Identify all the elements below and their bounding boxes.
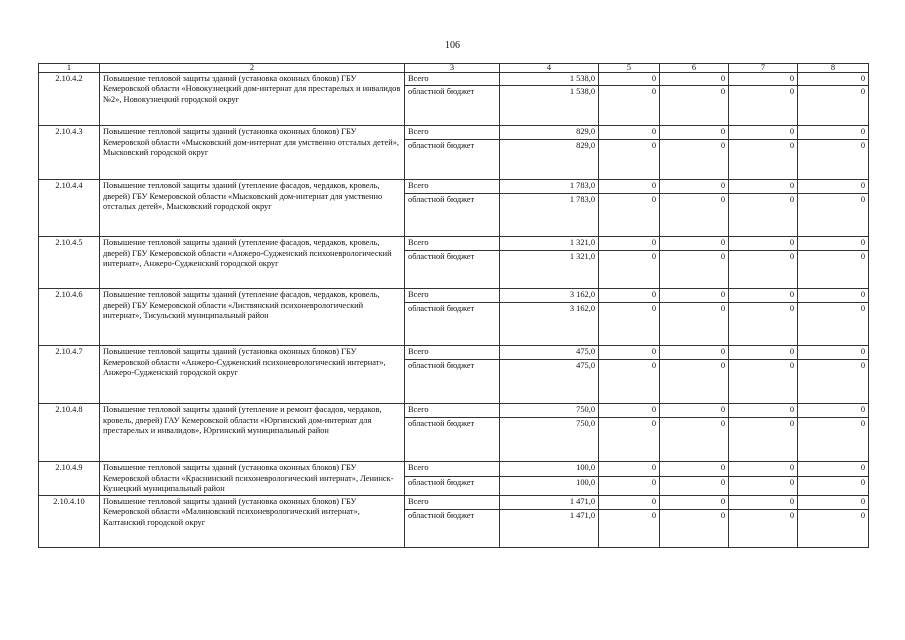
- amount-c7: 0: [729, 346, 798, 360]
- amount-c4: 1 538,0: [500, 86, 599, 126]
- table-row: [39, 180, 869, 194]
- amount-c5: 0: [599, 73, 660, 86]
- amount-c7: 0: [729, 289, 798, 303]
- amount-c6: 0: [660, 140, 729, 180]
- amount-c5: 0: [599, 289, 660, 303]
- amount-c8: 0: [798, 404, 869, 418]
- funding-source: Всего: [405, 126, 500, 140]
- amount-c7: 0: [729, 140, 798, 180]
- funding-source: Всего: [405, 73, 500, 86]
- item-code: 2.10.4.5: [39, 237, 100, 289]
- item-code: 2.10.4.10: [39, 496, 100, 548]
- funding-source: Всего: [405, 346, 500, 360]
- amount-c6: 0: [660, 86, 729, 126]
- funding-source: Всего: [405, 496, 500, 510]
- amount-c7: 0: [729, 180, 798, 194]
- amount-c7: 0: [729, 303, 798, 346]
- amount-c7: 0: [729, 510, 798, 548]
- amount-c8: 0: [798, 194, 869, 237]
- funding-source: Всего: [405, 180, 500, 194]
- amount-c7: 0: [729, 194, 798, 237]
- table-row: [39, 126, 869, 140]
- amount-c7: 0: [729, 251, 798, 289]
- amount-c5: 0: [599, 251, 660, 289]
- item-code: 2.10.4.2: [39, 73, 100, 126]
- amount-c7: 0: [729, 360, 798, 404]
- amount-c4: 3 162,0: [500, 289, 599, 303]
- amount-c4: 100,0: [500, 477, 599, 496]
- funding-source: Всего: [405, 462, 500, 477]
- amount-c8: 0: [798, 496, 869, 510]
- funding-source: Всего: [405, 404, 500, 418]
- amount-c8: 0: [798, 86, 869, 126]
- amount-c6: 0: [660, 180, 729, 194]
- funding-source: областной бюджет: [405, 510, 500, 548]
- amount-c5: 0: [599, 237, 660, 251]
- column-header: 1: [39, 64, 100, 73]
- amount-c4: 829,0: [500, 140, 599, 180]
- amount-c5: 0: [599, 140, 660, 180]
- funding-source: областной бюджет: [405, 194, 500, 237]
- funding-source: областной бюджет: [405, 360, 500, 404]
- column-header: 8: [798, 64, 869, 73]
- table-row: [39, 237, 869, 251]
- amount-c8: 0: [798, 346, 869, 360]
- amount-c5: 0: [599, 126, 660, 140]
- amount-c7: 0: [729, 404, 798, 418]
- column-header: 5: [599, 64, 660, 73]
- amount-c7: 0: [729, 496, 798, 510]
- amount-c8: 0: [798, 462, 869, 477]
- amount-c5: 0: [599, 303, 660, 346]
- item-description: Повышение тепловой защиты зданий (установка оконных блоков) ГБУ Кемеровской области «Краснинский психоневрологический интернат», Ленинск-Кузнецкий муниципальный район: [100, 462, 405, 496]
- page-number: 106: [445, 40, 460, 51]
- funding-source: областной бюджет: [405, 418, 500, 462]
- item-description: Повышение тепловой защиты зданий (установка оконных блоков) ГБУ Кемеровской области «Новокузнецкий дом-интернат для престарелых и инвалидов №2», Новокузнецкий городской округ: [100, 73, 405, 126]
- amount-c7: 0: [729, 126, 798, 140]
- column-header: 4: [500, 64, 599, 73]
- column-header: 3: [405, 64, 500, 73]
- amount-c4: 100,0: [500, 462, 599, 477]
- amount-c5: 0: [599, 418, 660, 462]
- amount-c8: 0: [798, 251, 869, 289]
- table-row: [39, 346, 869, 360]
- amount-c8: 0: [798, 140, 869, 180]
- amount-c5: 0: [599, 194, 660, 237]
- table-row: [39, 289, 869, 303]
- amount-c4: 750,0: [500, 404, 599, 418]
- amount-c4: 1 783,0: [500, 180, 599, 194]
- amount-c6: 0: [660, 360, 729, 404]
- amount-c4: 1 471,0: [500, 496, 599, 510]
- amount-c6: 0: [660, 404, 729, 418]
- amount-c6: 0: [660, 237, 729, 251]
- amount-c4: 1 321,0: [500, 237, 599, 251]
- amount-c7: 0: [729, 73, 798, 86]
- amount-c6: 0: [660, 496, 729, 510]
- item-code: 2.10.4.9: [39, 462, 100, 496]
- amount-c4: 3 162,0: [500, 303, 599, 346]
- amount-c7: 0: [729, 86, 798, 126]
- amount-c8: 0: [798, 126, 869, 140]
- amount-c6: 0: [660, 477, 729, 496]
- amount-c6: 0: [660, 303, 729, 346]
- amount-c4: 750,0: [500, 418, 599, 462]
- amount-c5: 0: [599, 86, 660, 126]
- amount-c5: 0: [599, 477, 660, 496]
- amount-c8: 0: [798, 289, 869, 303]
- amount-c7: 0: [729, 477, 798, 496]
- column-header: 2: [100, 64, 405, 73]
- amount-c8: 0: [798, 360, 869, 404]
- amount-c5: 0: [599, 510, 660, 548]
- funding-source: Всего: [405, 237, 500, 251]
- item-code: 2.10.4.6: [39, 289, 100, 346]
- budget-table: [38, 63, 869, 548]
- funding-source: областной бюджет: [405, 251, 500, 289]
- amount-c8: 0: [798, 303, 869, 346]
- amount-c6: 0: [660, 73, 729, 86]
- amount-c4: 475,0: [500, 346, 599, 360]
- amount-c4: 1 538,0: [500, 73, 599, 86]
- column-number-header: [39, 64, 869, 73]
- item-description: Повышение тепловой защиты зданий (установка оконных блоков) ГБУ Кемеровской области «Анжеро-Судженский психоневрологический интернат», Анжеро-Судженский городской округ: [100, 346, 405, 404]
- amount-c4: 1 471,0: [500, 510, 599, 548]
- amount-c4: 475,0: [500, 360, 599, 404]
- amount-c5: 0: [599, 496, 660, 510]
- amount-c6: 0: [660, 510, 729, 548]
- item-description: Повышение тепловой защиты зданий (утепление фасадов, чердаков, кровель, дверей) ГБУ Кемеровской области «Листвянский психоневрологический интернат», Тисульский муниципальный район: [100, 289, 405, 346]
- item-code: 2.10.4.4: [39, 180, 100, 237]
- funding-source: Всего: [405, 289, 500, 303]
- amount-c8: 0: [798, 180, 869, 194]
- amount-c6: 0: [660, 418, 729, 462]
- amount-c4: 829,0: [500, 126, 599, 140]
- amount-c7: 0: [729, 237, 798, 251]
- funding-source: областной бюджет: [405, 303, 500, 346]
- amount-c5: 0: [599, 404, 660, 418]
- item-code: 2.10.4.8: [39, 404, 100, 462]
- item-description: Повышение тепловой защиты зданий (установка оконных блоков) ГБУ Кемеровской области «Малиновский психоневрологический интернат», Калтанский городской округ: [100, 496, 405, 548]
- item-code: 2.10.4.7: [39, 346, 100, 404]
- amount-c7: 0: [729, 462, 798, 477]
- column-header: 6: [660, 64, 729, 73]
- funding-source: областной бюджет: [405, 140, 500, 180]
- amount-c6: 0: [660, 462, 729, 477]
- table-row: [39, 404, 869, 418]
- column-header: 7: [729, 64, 798, 73]
- amount-c6: 0: [660, 251, 729, 289]
- amount-c5: 0: [599, 346, 660, 360]
- amount-c4: 1 321,0: [500, 251, 599, 289]
- amount-c5: 0: [599, 462, 660, 477]
- amount-c7: 0: [729, 418, 798, 462]
- amount-c4: 1 783,0: [500, 194, 599, 237]
- amount-c8: 0: [798, 73, 869, 86]
- amount-c6: 0: [660, 346, 729, 360]
- amount-c5: 0: [599, 180, 660, 194]
- amount-c8: 0: [798, 510, 869, 548]
- funding-source: областной бюджет: [405, 477, 500, 496]
- table-row: [39, 496, 869, 510]
- amount-c8: 0: [798, 477, 869, 496]
- amount-c6: 0: [660, 194, 729, 237]
- item-description: Повышение тепловой защиты зданий (утепление и ремонт фасадов, чердаков, кровель, дверей) ГАУ Кемеровской области «Юргинский дом-интернат для престарелых и инвалидов», Юргинский муниципальный район: [100, 404, 405, 462]
- item-code: 2.10.4.3: [39, 126, 100, 180]
- amount-c5: 0: [599, 360, 660, 404]
- amount-c6: 0: [660, 289, 729, 303]
- item-description: Повышение тепловой защиты зданий (установка оконных блоков) ГБУ Кемеровской области «Мысковский дом-интернат для умственно отсталых детей», Мысковский городской округ: [100, 126, 405, 180]
- amount-c6: 0: [660, 126, 729, 140]
- table-row: [39, 73, 869, 86]
- item-description: Повышение тепловой защиты зданий (утепление фасадов, чердаков, кровель, дверей) ГБУ Кемеровской области «Анжеро-Судженский психоневрологический интернат», Анжеро-Судженский городской округ: [100, 237, 405, 289]
- amount-c8: 0: [798, 418, 869, 462]
- table-row: [39, 462, 869, 477]
- amount-c8: 0: [798, 237, 869, 251]
- item-description: Повышение тепловой защиты зданий (утепление фасадов, чердаков, кровель, дверей) ГБУ Кемеровской области «Мысковский дом-интернат для умственно отсталых детей», Мысковский городской округ: [100, 180, 405, 237]
- funding-source: областной бюджет: [405, 86, 500, 126]
